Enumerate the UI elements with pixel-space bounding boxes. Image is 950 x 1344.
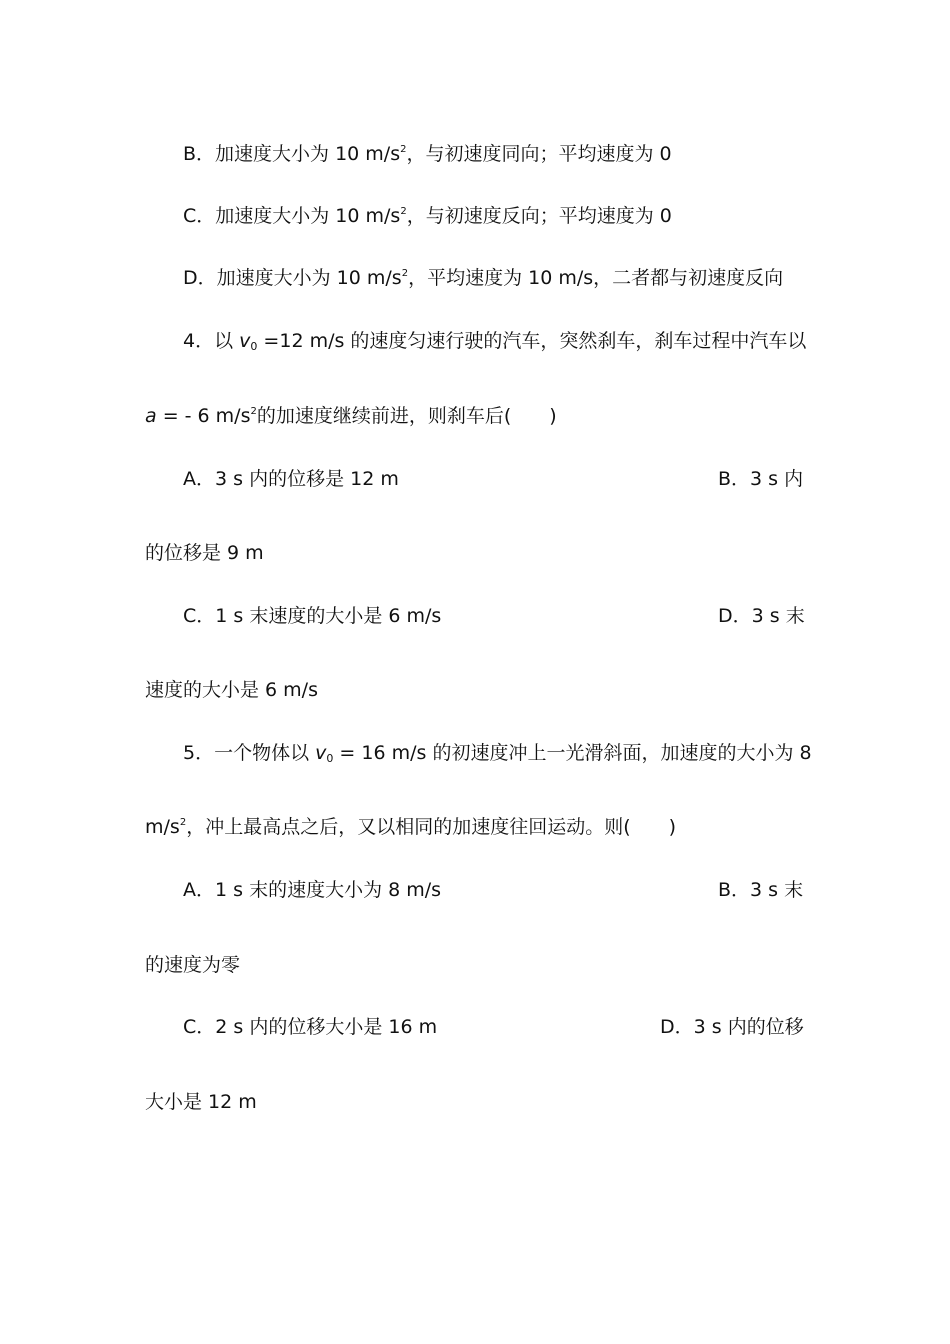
q5-stem-text-cont: = 16 m/s 的初速度冲上一光滑斜面，加速度的大小为 8 <box>333 742 812 764</box>
q4-stem-line1 <box>183 329 806 353</box>
q3-option-d-text-cont: ，平均速度为 10 m/s，二者都与初速度反向 <box>408 267 784 289</box>
q3-option-c-text-cont: ，与初速度反向；平均速度为 0 <box>406 205 672 227</box>
q4-option-a: A．3 s 内的位移是 12 m <box>183 468 399 490</box>
q3-option-b-text: B．加速度大小为 10 m/s <box>183 143 401 165</box>
q5-option-b-tail: 的速度为零 <box>145 954 241 976</box>
q5-option-a: A．1 s 末的速度大小为 8 m/s <box>183 879 442 901</box>
variable-v: v <box>239 330 251 352</box>
superscript: 2 <box>250 406 257 417</box>
q5-stem-line1 <box>183 741 812 765</box>
q4-option-c: C．1 s 末速度的大小是 6 m/s <box>183 605 442 627</box>
q4-option-d-tail: 速度的大小是 6 m/s <box>145 679 318 701</box>
superscript: 2 <box>400 206 407 217</box>
q5-stem-text: m/s <box>145 816 180 838</box>
q4-option-b-head: B．3 s 内 <box>718 468 804 490</box>
subscript: 0 <box>326 752 334 765</box>
q3-option-c <box>183 204 672 228</box>
q5-stem-text-cont: ，冲上最高点之后，又以相同的加速度往回运动。则( ) <box>186 816 677 838</box>
q5-option-d-head: D．3 s 内的位移 <box>660 1016 804 1038</box>
q4-stem-text: = - 6 m/s <box>156 405 251 427</box>
q4-stem-text-cont: =12 m/s 的速度匀速行驶的汽车，突然刹车，刹车过程中汽车以 <box>257 330 807 352</box>
q3-option-d-text: D．加速度大小为 10 m/s <box>183 267 402 289</box>
q3-option-c-text: C．加速度大小为 10 m/s <box>183 205 401 227</box>
q4-stem-line2 <box>145 404 557 428</box>
q4-option-d-head: D．3 s 末 <box>718 605 805 627</box>
q5-option-d-tail: 大小是 12 m <box>145 1091 257 1113</box>
variable-a: a <box>145 405 157 427</box>
variable-v: v <box>315 742 327 764</box>
q3-option-b-text-cont: ，与初速度同向；平均速度为 0 <box>406 143 672 165</box>
superscript: 2 <box>400 144 407 155</box>
superscript: 2 <box>179 817 187 828</box>
q4-option-b-tail: 的位移是 9 m <box>145 542 264 564</box>
q4-stem-text: 4．以 <box>183 330 240 352</box>
q5-option-c: C．2 s 内的位移大小是 16 m <box>183 1016 438 1038</box>
q5-stem-line2 <box>145 815 676 839</box>
q4-stem-text-cont: 的加速度继续前进，则刹车后( ) <box>256 405 557 427</box>
q5-option-b-head: B．3 s 末 <box>718 879 804 901</box>
superscript: 2 <box>401 268 409 279</box>
q3-option-d <box>183 266 783 290</box>
q5-stem-text: 5．一个物体以 <box>183 742 316 764</box>
subscript: 0 <box>250 340 258 353</box>
q3-option-b <box>183 142 672 166</box>
